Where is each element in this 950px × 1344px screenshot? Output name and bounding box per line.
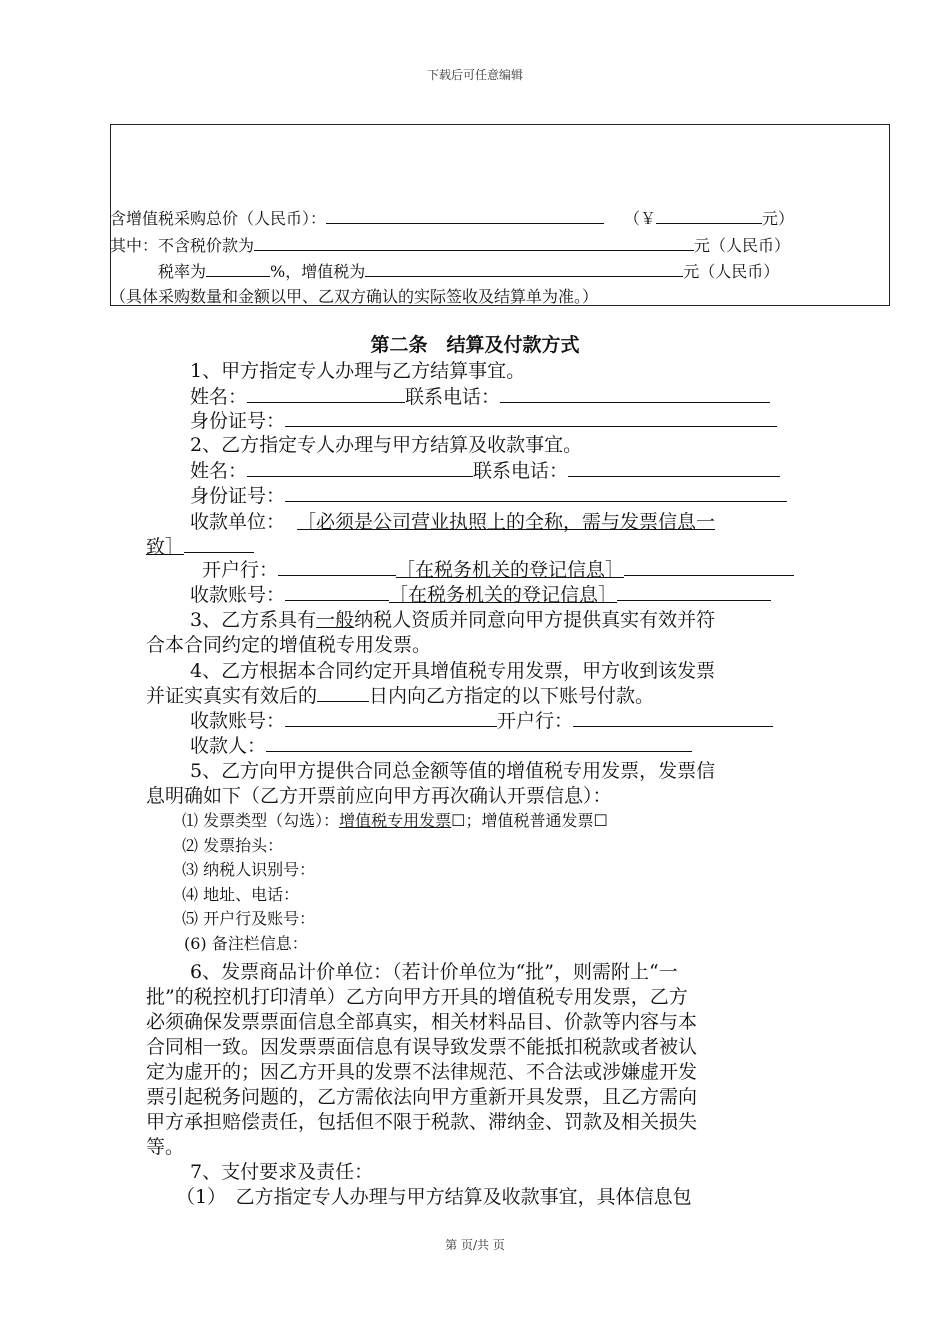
p2-id-label: 身份证号： bbox=[190, 485, 286, 507]
p2-payee-note-end[interactable]: 致］ bbox=[146, 536, 185, 558]
p2-payee-blank[interactable] bbox=[184, 534, 254, 553]
p6-line6: 票引起税务问题的，乙方需依法向甲方重新开具发票，且乙方需向 bbox=[146, 1086, 698, 1108]
p4-days-blank[interactable] bbox=[317, 683, 369, 702]
p6-line3: 必须确保发票票面信息全部真实，相关材料品目、价款等内容与本 bbox=[146, 1011, 698, 1033]
p2-account-blank-b[interactable] bbox=[617, 582, 771, 601]
p2-bank-label: 开户行： bbox=[202, 559, 279, 581]
p2-bank-note[interactable]: ［在税务机关的登记信息］ bbox=[396, 559, 625, 581]
tax-amount-blank[interactable] bbox=[365, 260, 683, 277]
p2-account-blank-a[interactable] bbox=[285, 582, 389, 601]
p7-title: 7、支付要求及责任： bbox=[190, 1161, 374, 1183]
tax-amount-label: %，增值税为 bbox=[270, 262, 366, 281]
p2-title: 2、乙方指定专人办理与甲方结算及收款事宜。 bbox=[190, 434, 583, 456]
p1-id-line bbox=[190, 406, 777, 433]
p4-payee-line bbox=[190, 731, 692, 758]
p2-payee-note[interactable]: ［必须是公司营业执照上的全称，需与发票信息一 bbox=[297, 511, 716, 533]
p2-name-line bbox=[190, 456, 780, 483]
p6-line5: 定为虚开的；因乙方开具的发票不法律规范、不合法或涉嫌虚开发 bbox=[146, 1061, 698, 1083]
p5-item-invoice-type bbox=[182, 808, 608, 831]
p4-line2 bbox=[146, 681, 654, 708]
p3-text-underlined: 一般 bbox=[316, 609, 355, 631]
p4-text-b: 日内向乙方指定的以下账号付款。 bbox=[369, 685, 655, 707]
p2-bank-blank-a[interactable] bbox=[278, 557, 396, 576]
p1-id-blank[interactable] bbox=[285, 408, 777, 427]
p4-text-a: 并证实真实有效后的 bbox=[146, 685, 318, 707]
p2-bank-line bbox=[202, 555, 794, 582]
page-header: 下载后可任意编辑 bbox=[426, 68, 523, 82]
total-price-blank[interactable] bbox=[326, 207, 604, 224]
total-price-label: 含增值税采购总价（人民币）： bbox=[110, 209, 327, 228]
p5-line2: 息明确如下（乙方开票前应向甲方再次确认开票信息）： bbox=[146, 785, 612, 807]
p2-account-label: 收款账号： bbox=[190, 584, 286, 606]
p5-item-taxpayer-id: ⑶ 纳税人识别号： bbox=[182, 860, 316, 879]
p2-payee-label: 收款单位： bbox=[190, 511, 286, 533]
p5-item-remarks: (6) 备注栏信息： bbox=[184, 934, 308, 953]
p4-line1: 4、乙方根据本合同约定开具增值税专用发票，甲方收到该发票 bbox=[190, 660, 716, 682]
tax-rate-blank[interactable] bbox=[206, 260, 270, 277]
p5-special-invoice-option[interactable]: 增值税专用发票 bbox=[339, 811, 452, 830]
p5-line1: 5、乙方向甲方提供合同总金额等值的增值税专用发票，发票信 bbox=[190, 760, 716, 782]
p5-item-address: ⑷ 地址、电话： bbox=[182, 885, 300, 904]
p2-id-line bbox=[190, 481, 787, 508]
p6-line1: 6、发票商品计价单位：（若计价单位为“批”，则需附上“一 bbox=[190, 961, 678, 983]
p2-bank-blank-b[interactable] bbox=[624, 557, 794, 576]
p1-name-label: 姓名： bbox=[190, 386, 248, 408]
pretax-unit: 元（人民币） bbox=[694, 236, 791, 255]
p5-invoice-checkboxes[interactable]: ☐；增值税普通发票☐ bbox=[451, 811, 608, 830]
p6-line2: 批”的税控机打印清单）乙方向甲方开具的增值税专用发票，乙方 bbox=[146, 986, 688, 1008]
p3-line1 bbox=[190, 605, 715, 632]
p2-name-label: 姓名： bbox=[190, 460, 248, 482]
p4-payee-label: 收款人： bbox=[190, 735, 267, 757]
p2-id-blank[interactable] bbox=[285, 483, 787, 502]
total-price-amount-blank[interactable] bbox=[656, 207, 762, 224]
page-footer: 第 页/共 页 bbox=[445, 1238, 505, 1252]
box-note: （具体采购数量和金额以甲、乙双方确认的实际签收及结算单为准。） bbox=[110, 287, 599, 306]
p3-line2: 合本合同约定的增值税专用发票。 bbox=[146, 634, 432, 656]
p1-name-blank[interactable] bbox=[247, 384, 405, 403]
pretax-line bbox=[110, 233, 790, 256]
total-price-line bbox=[110, 206, 794, 229]
p6-line4: 合同相一致。因发票票面信息有误导致发票不能抵扣税款或者被认 bbox=[146, 1036, 698, 1058]
pretax-blank[interactable] bbox=[254, 234, 694, 251]
p4-bank-label: 开户行： bbox=[497, 710, 574, 732]
p4-account-blank[interactable] bbox=[285, 708, 497, 727]
p5-invoice-type-label: ⑴ 发票类型（勾选）： bbox=[182, 811, 340, 830]
p4-bank-blank[interactable] bbox=[573, 708, 773, 727]
tax-line bbox=[158, 259, 779, 282]
p4-account-line bbox=[190, 706, 773, 733]
p4-payee-blank[interactable] bbox=[266, 733, 692, 752]
p1-phone-blank[interactable] bbox=[500, 384, 770, 403]
p2-name-blank[interactable] bbox=[247, 458, 473, 477]
section-title: 第二条 结算及付款方式 bbox=[370, 334, 580, 356]
total-price-paren-open: （￥ bbox=[624, 209, 657, 228]
p5-item-bank: ⑸ 开户行及账号： bbox=[182, 909, 316, 928]
p2-payee-line bbox=[190, 507, 715, 534]
p5-item-title: ⑵ 发票抬头： bbox=[182, 836, 284, 855]
p1-name-line bbox=[190, 382, 770, 409]
p6-line8: 等。 bbox=[146, 1136, 185, 1158]
p6-line7: 甲方承担赔偿责任，包括但不限于税款、滞纳金、罚款及相关损失 bbox=[146, 1111, 698, 1133]
p1-title: 1、甲方指定专人办理与乙方结算事宜。 bbox=[190, 360, 526, 382]
p2-account-note[interactable]: ［在税务机关的登记信息］ bbox=[389, 584, 618, 606]
p2-phone-label: 联系电话： bbox=[473, 460, 569, 482]
p1-id-label: 身份证号： bbox=[190, 410, 286, 432]
p2-account-line bbox=[190, 580, 771, 607]
tax-unit: 元（人民币） bbox=[683, 262, 780, 281]
tax-rate-label: 税率为 bbox=[158, 262, 207, 281]
p1-phone-label: 联系电话： bbox=[405, 386, 501, 408]
p4-account-label: 收款账号： bbox=[190, 710, 286, 732]
total-price-paren-close: 元） bbox=[762, 209, 795, 228]
p3-text-rest: 纳税人资质并同意向甲方提供真实有效并符 bbox=[354, 609, 716, 631]
p2-phone-blank[interactable] bbox=[568, 458, 780, 477]
p7-item-1: （1） 乙方指定专人办理与甲方结算及收款事宜，具体信息包 bbox=[176, 1186, 692, 1208]
pretax-label: 其中：不含税价款为 bbox=[110, 236, 255, 255]
p3-text-a: 3、乙方系具有 bbox=[190, 609, 317, 631]
